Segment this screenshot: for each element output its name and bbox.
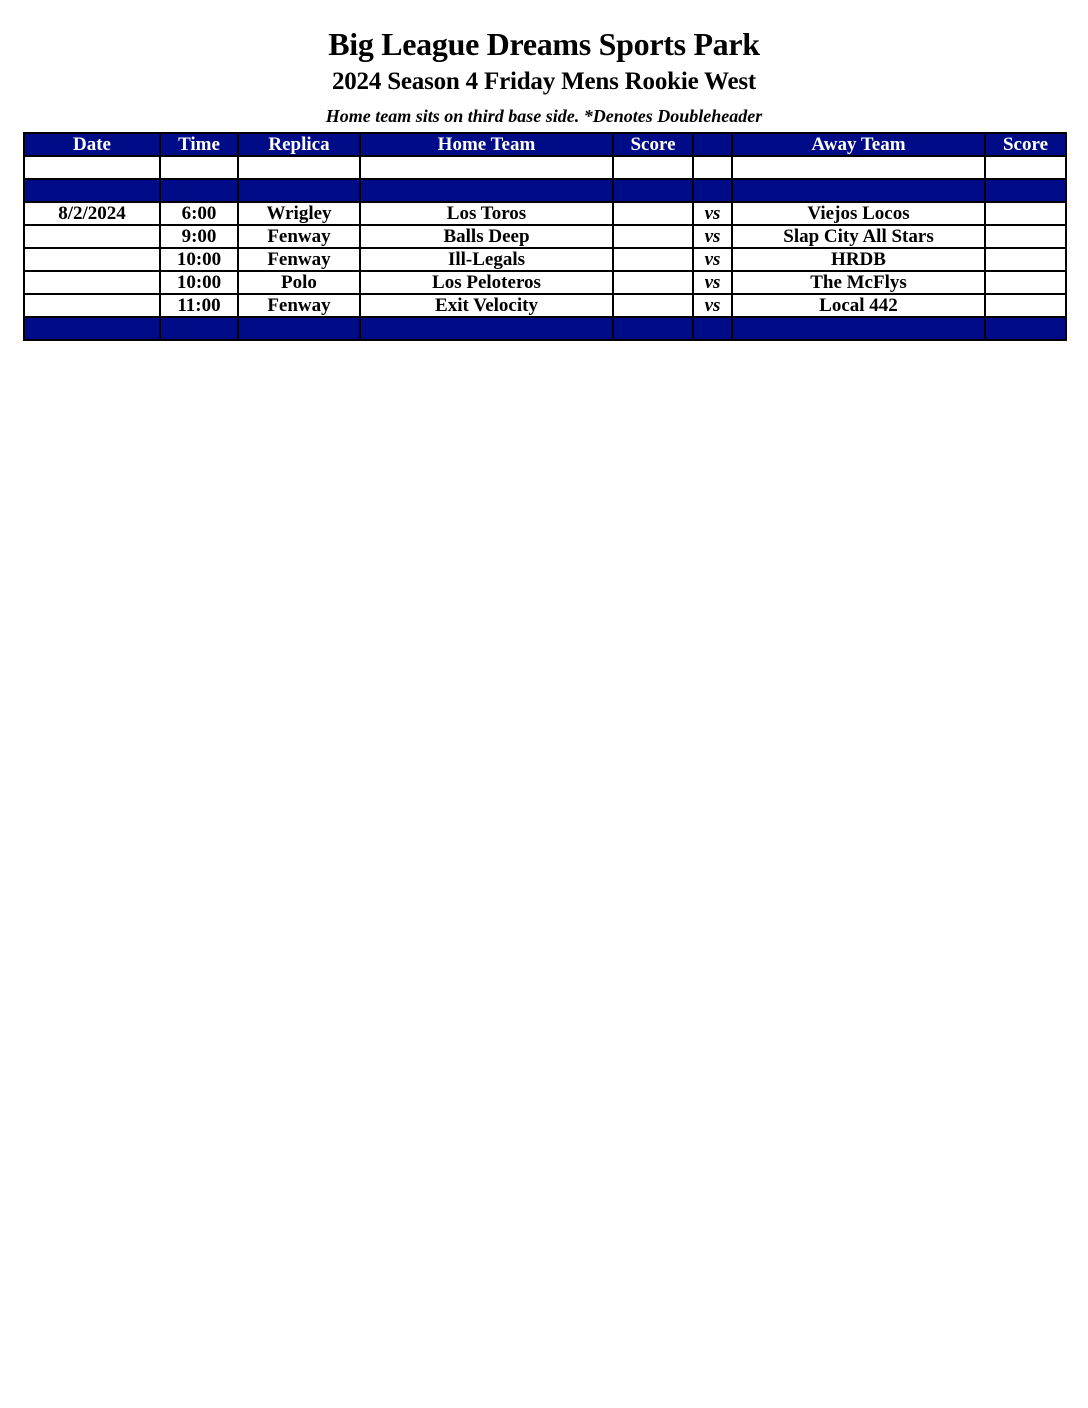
band-cell [24, 179, 160, 202]
vs-label: vs [693, 271, 732, 294]
band-cell [732, 317, 985, 340]
empty-cell [732, 156, 985, 179]
column-header-away-team: Away Team [732, 133, 985, 156]
blank-row [24, 156, 1066, 179]
away-team: Local 442 [732, 294, 985, 317]
home-team: Los Toros [360, 202, 613, 225]
band-cell [160, 317, 238, 340]
column-header-home-score: Score [613, 133, 693, 156]
empty-cell [238, 156, 360, 179]
home-team: Los Peloteros [360, 271, 613, 294]
home-team: Ill-Legals [360, 248, 613, 271]
empty-cell [985, 156, 1066, 179]
column-header-time: Time [160, 133, 238, 156]
game-time: 10:00 [160, 271, 238, 294]
band-cell [985, 179, 1066, 202]
away-score [985, 294, 1066, 317]
game-row [24, 248, 1066, 271]
band-cell [360, 317, 613, 340]
footer-band-row [24, 317, 1066, 340]
home-team: Balls Deep [360, 225, 613, 248]
band-cell [693, 179, 732, 202]
vs-label: vs [693, 294, 732, 317]
column-header-away-score: Score [985, 133, 1066, 156]
page-title: Big League Dreams Sports Park [328, 26, 760, 62]
home-score [613, 271, 693, 294]
band-cell [238, 179, 360, 202]
home-score [613, 202, 693, 225]
empty-cell [24, 156, 160, 179]
game-replica: Fenway [238, 225, 360, 248]
game-row [24, 225, 1066, 248]
game-time: 10:00 [160, 248, 238, 271]
band-cell [693, 317, 732, 340]
band-cell [732, 179, 985, 202]
game-replica: Polo [238, 271, 360, 294]
away-team: The McFlys [732, 271, 985, 294]
vs-label: vs [693, 202, 732, 225]
band-cell [985, 317, 1066, 340]
band-cell [238, 317, 360, 340]
separator-band-row [24, 179, 1066, 202]
home-team: Exit Velocity [360, 294, 613, 317]
game-date [24, 248, 160, 271]
vs-label: vs [693, 248, 732, 271]
away-team: Slap City All Stars [732, 225, 985, 248]
home-score [613, 225, 693, 248]
game-replica: Wrigley [238, 202, 360, 225]
schedule-table [23, 132, 1067, 341]
column-header-home-team: Home Team [360, 133, 613, 156]
season-subtitle: 2024 Season 4 Friday Mens Rookie West [331, 68, 757, 95]
band-cell [160, 179, 238, 202]
away-team: HRDB [732, 248, 985, 271]
column-header-replica: Replica [238, 133, 360, 156]
home-score [613, 248, 693, 271]
band-cell [24, 317, 160, 340]
column-header-vs [693, 133, 732, 156]
header-row [24, 133, 1066, 156]
game-row [24, 294, 1066, 317]
game-time: 11:00 [160, 294, 238, 317]
vs-label: vs [693, 225, 732, 248]
empty-cell [613, 156, 693, 179]
band-cell [613, 317, 693, 340]
empty-cell [693, 156, 732, 179]
home-score [613, 294, 693, 317]
game-row [24, 202, 1066, 225]
game-row [24, 271, 1066, 294]
column-header-date: Date [24, 133, 160, 156]
game-date [24, 271, 160, 294]
band-cell [613, 179, 693, 202]
game-replica: Fenway [238, 248, 360, 271]
game-date: 8/2/2024 [24, 202, 160, 225]
game-time: 6:00 [160, 202, 238, 225]
game-date [24, 225, 160, 248]
empty-cell [360, 156, 613, 179]
away-team: Viejos Locos [732, 202, 985, 225]
band-cell [360, 179, 613, 202]
away-score [985, 225, 1066, 248]
game-replica: Fenway [238, 294, 360, 317]
game-time: 9:00 [160, 225, 238, 248]
game-date [24, 294, 160, 317]
schedule-note: Home team sits on third base side. *Denotes Doubleheader [325, 106, 763, 126]
away-score [985, 248, 1066, 271]
away-score [985, 202, 1066, 225]
empty-cell [160, 156, 238, 179]
away-score [985, 271, 1066, 294]
